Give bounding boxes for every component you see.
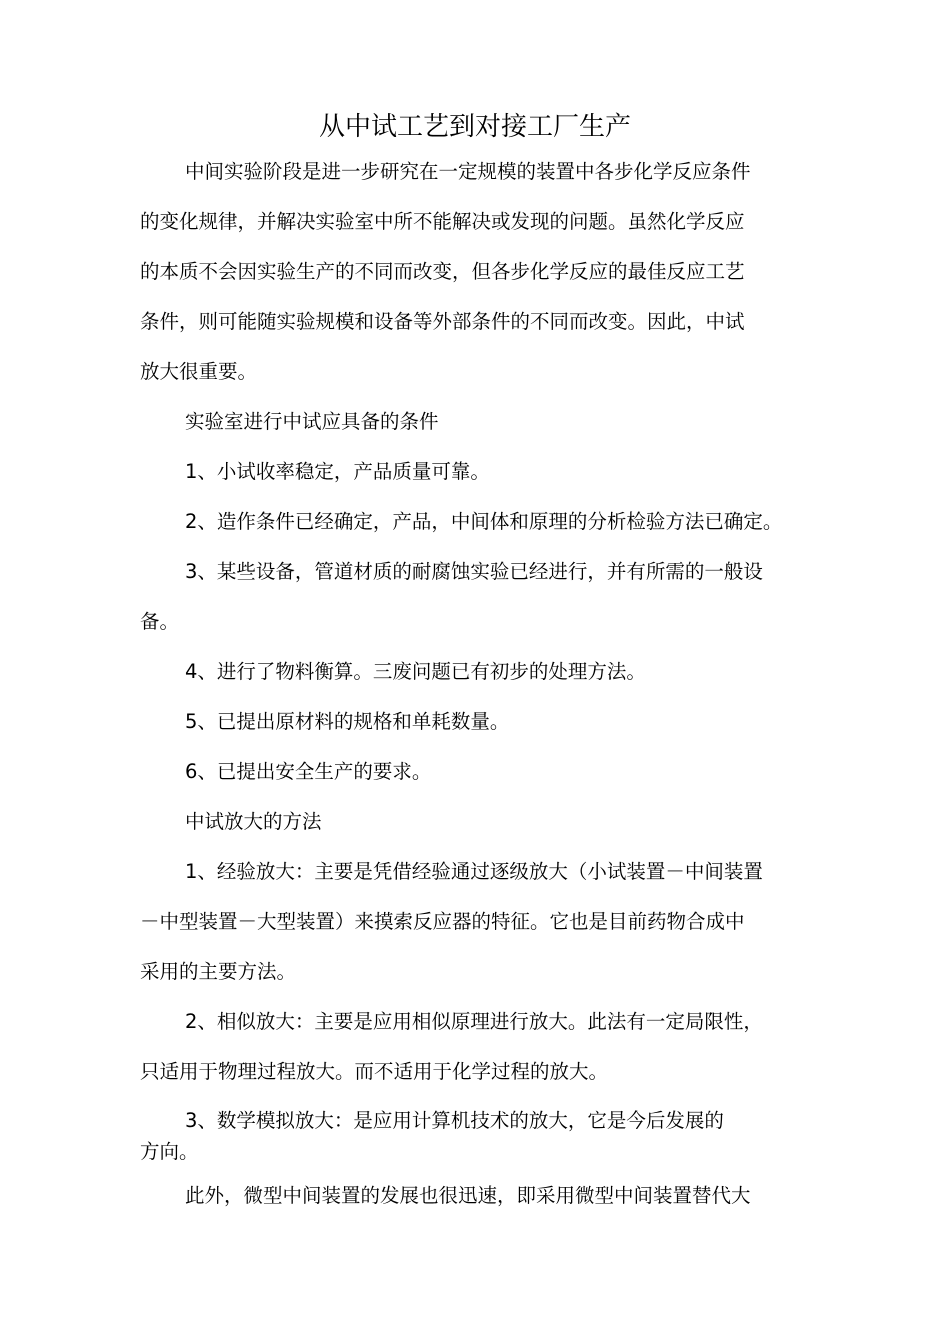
paragraph-line: 条件，则可能随实验规模和设备等外部条件的不同而改变。因此，中试 — [140, 310, 745, 333]
list-item: 6、已提出安全生产的要求。 — [185, 760, 432, 783]
list-item-continuation: 备。 — [140, 610, 180, 633]
list-item: 5、已提出原材料的规格和单耗数量。 — [185, 710, 510, 733]
list-item: 3、数学模拟放大：是应用计算机技术的放大，它是今后发展的 — [185, 1109, 724, 1132]
list-item: 4、进行了物料衡算。三废问题已有初步的处理方法。 — [185, 660, 646, 683]
section-heading: 中试放大的方法 — [185, 810, 322, 833]
list-item: 3、某些设备，管道材质的耐腐蚀实验已经进行，并有所需的一般设 — [185, 560, 763, 583]
list-item: 2、相似放大：主要是应用相似原理进行放大。此法有一定局限性， — [185, 1010, 763, 1033]
paragraph-line: 的变化规律，并解决实验室中所不能解决或发现的问题。虽然化学反应 — [140, 210, 745, 233]
list-item-continuation: 只适用于物理过程放大。而不适用于化学过程的放大。 — [140, 1060, 609, 1083]
paragraph-line: 此外，微型中间装置的发展也很迅速，即采用微型中间装置替代大 — [185, 1184, 751, 1207]
paragraph-line: 放大很重要。 — [140, 360, 258, 383]
list-item-continuation: －中型装置－大型装置）来摸索反应器的特征。它也是目前药物合成中 — [140, 910, 745, 933]
list-item-continuation: 方向。 — [140, 1140, 199, 1163]
paragraph-line: 中间实验阶段是进一步研究在一定规模的装置中各步化学反应条件 — [185, 160, 751, 183]
paragraph-line: 的本质不会因实验生产的不同而改变，但各步化学反应的最佳反应工艺 — [140, 260, 745, 283]
section-heading: 实验室进行中试应具备的条件 — [185, 410, 439, 433]
list-item: 1、小试收率稳定，产品质量可靠。 — [185, 460, 490, 483]
list-item: 2、造作条件已经确定，产品，中间体和原理的分析检验方法已确定。 — [185, 510, 783, 533]
list-item-continuation: 采用的主要方法。 — [140, 960, 297, 983]
document-title: 从中试工艺到对接工厂生产 — [318, 112, 631, 142]
list-item: 1、经验放大：主要是凭借经验通过逐级放大（小试装置－中间装置 — [185, 860, 763, 883]
